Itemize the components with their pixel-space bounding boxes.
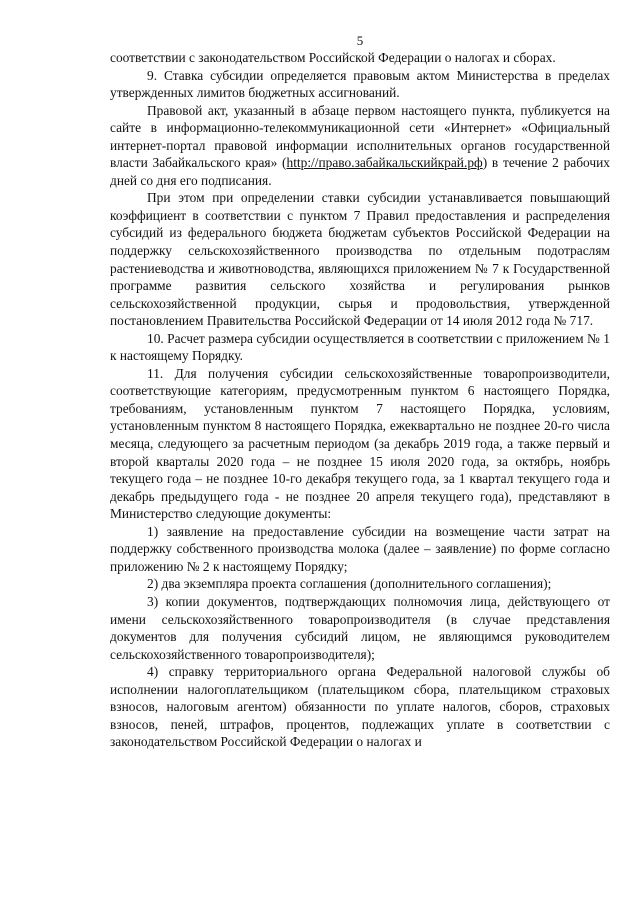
paragraph-legal-act-text-after: ) в течение 2 рабочих дней со дня его подписания. bbox=[110, 155, 610, 188]
paragraph-item-9: 9. Ставка субсидии определяется правовым актом Министерства в пределах утвержденных лимитов бюджетных ассигнований. bbox=[110, 67, 610, 101]
paragraph-legal-act-text-before: Правовой акт, указанный в абзаце первом настоящего пункта, публикуется на сайте в информационно-телекоммуникационной сети «Интернет» «Официальный интернет-портал правовой информации исполнительных органов государственной власти Забайкальского края» ( bbox=[110, 102, 610, 171]
paragraph-legal-act bbox=[110, 102, 610, 190]
page-number: 5 bbox=[356, 33, 364, 48]
document-page bbox=[110, 34, 610, 751]
list-item-4: 4) справку территориального органа Федеральной налоговой службы об исполнении налогоплательщиком (плательщиком сбора, плательщиком страховых взносов, налоговым агентом) обязанности по уплате налогов, сборов, страховых взносов, пеней, штрафов, процентов, подлежащих уплате в соответствии с законодательством Российской Федерации о налогах и bbox=[110, 664, 610, 750]
paragraph-continuation: соответствии с законодательством Российской Федерации о налогах и сборах. bbox=[110, 50, 556, 65]
list-item-1: 1) заявление на предоставление субсидии на возмещение части затрат на поддержку собственного производства молока (далее – заявление) по форме согласно приложению № 2 к настоящему Порядку; bbox=[110, 523, 610, 574]
list-item-3: 3) копии документов, подтверждающих полномочия лица, действующего от имени сельскохозяйственного товаропроизводителя (в случае представления документов для получения субсидий лицом, не являющимся руководителем сельскохозяйственного товаропроизводителя); bbox=[110, 593, 610, 662]
paragraph-item-10: 10. Расчет размера субсидии осуществляется в соответствии с приложением № 1 к настоящему Порядку. bbox=[110, 330, 610, 364]
list-item-2: 2) два экземпляра проекта соглашения (дополнительного соглашения); bbox=[147, 576, 552, 592]
paragraph-item-11: 11. Для получения субсидии сельскохозяйственные товаропроизводители, соответствующие категориям, предусмотренным пунктом 6 настоящего Порядка, требованиям, установленным пунктом 7 настоящего Порядка, условиям, установленным пунктом 8 настоящего Порядка, ежеквартально не позднее 20-го числа месяца, следующего за расчетным периодом (за декабрь 2019 года, а также первый и второй кварталы 2020 года – не позднее 15 июля 2020 года, за октябрь, ноябрь текущего года – не позднее 10-го декабря текущего года, за 1 квартал текущего года и декабрь предыдущего года - не позднее 20 апреля текущего года), представляют в Министерство следующие документы: bbox=[110, 365, 610, 522]
paragraph-coefficient: При этом при определении ставки субсидии устанавливается повышающий коэффициент в соответствии с пунктом 7 Правил предоставления и распределения субсидий из федерального бюджета бюджетам субъектов Российской Федерации на поддержку сельскохозяйственного производства по отдельным подотраслям растениеводства и животноводства, являющихся приложением № 7 к Государственной программе развития сельского хозяйства и регулирования рынков сельскохозяйственной продукции, сырья и продовольствия, утвержденной постановлением Правительства Российской Федерации от 14 июля 2012 года № 717. bbox=[110, 190, 610, 329]
portal-link[interactable]: http://право.забайкальскийкрай.рф bbox=[286, 155, 483, 171]
